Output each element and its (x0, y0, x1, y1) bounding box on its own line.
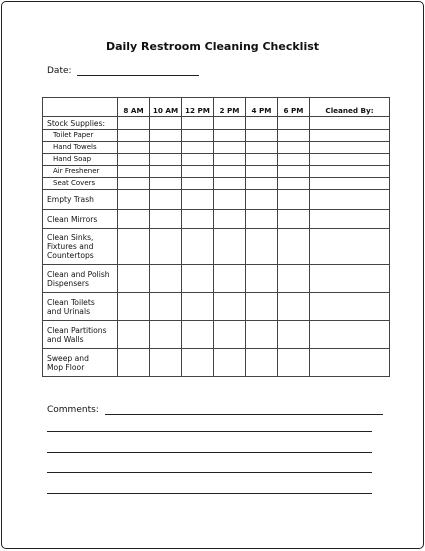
check-cell[interactable] (118, 321, 150, 349)
checklist-row (43, 130, 390, 142)
check-cell[interactable] (246, 265, 278, 293)
task-label: Sweep and Mop Floor (43, 349, 118, 377)
checklist-table (42, 97, 390, 377)
task-label: Air Freshener (43, 166, 118, 178)
check-cell[interactable] (150, 178, 182, 190)
check-cell[interactable] (150, 229, 182, 265)
check-cell[interactable] (246, 142, 278, 154)
task-label: Clean Toilets and Urinals (43, 293, 118, 321)
comment-line[interactable] (47, 431, 372, 432)
task-label: Empty Trash (43, 190, 118, 210)
check-cell[interactable] (246, 190, 278, 210)
check-cell[interactable] (246, 117, 278, 130)
cleaned-by-cell[interactable] (310, 190, 390, 210)
check-cell[interactable] (214, 293, 246, 321)
check-cell[interactable] (214, 178, 246, 190)
header-time-12pm: 12 PM (182, 98, 214, 117)
cleaned-by-cell[interactable] (310, 178, 390, 190)
cleaned-by-cell[interactable] (310, 130, 390, 142)
date-row (47, 66, 199, 76)
cleaned-by-cell[interactable] (310, 154, 390, 166)
check-cell[interactable] (182, 229, 214, 265)
check-cell[interactable] (246, 293, 278, 321)
check-cell[interactable] (118, 178, 150, 190)
check-cell[interactable] (150, 154, 182, 166)
check-cell[interactable] (150, 142, 182, 154)
check-cell[interactable] (150, 293, 182, 321)
task-label: Clean Sinks, Fixtures and Countertops (43, 229, 118, 265)
check-cell[interactable] (214, 142, 246, 154)
header-time-4pm: 4 PM (246, 98, 278, 117)
check-cell[interactable] (150, 117, 182, 130)
header-time-2pm: 2 PM (214, 98, 246, 117)
check-cell[interactable] (214, 229, 246, 265)
check-cell[interactable] (182, 130, 214, 142)
check-cell[interactable] (150, 321, 182, 349)
check-cell[interactable] (118, 166, 150, 178)
comment-line[interactable] (47, 452, 372, 453)
check-cell[interactable] (214, 166, 246, 178)
check-cell[interactable] (118, 210, 150, 229)
check-cell[interactable] (278, 265, 310, 293)
check-cell[interactable] (278, 154, 310, 166)
header-time-10am: 10 AM (150, 98, 182, 117)
cleaned-by-cell[interactable] (310, 321, 390, 349)
check-cell[interactable] (278, 190, 310, 210)
task-label: Hand Towels (43, 142, 118, 154)
check-cell[interactable] (278, 130, 310, 142)
check-cell[interactable] (214, 349, 246, 377)
check-cell[interactable] (278, 293, 310, 321)
check-cell[interactable] (278, 349, 310, 377)
check-cell[interactable] (246, 130, 278, 142)
checklist-row (43, 117, 390, 130)
check-cell[interactable] (182, 190, 214, 210)
check-cell[interactable] (150, 166, 182, 178)
check-cell[interactable] (150, 130, 182, 142)
check-cell[interactable] (150, 265, 182, 293)
check-cell[interactable] (246, 321, 278, 349)
check-cell[interactable] (214, 265, 246, 293)
check-cell[interactable] (278, 229, 310, 265)
comment-line[interactable] (47, 493, 372, 494)
check-cell[interactable] (246, 210, 278, 229)
check-cell[interactable] (118, 154, 150, 166)
task-label: Seat Covers (43, 178, 118, 190)
task-label: Clean Partitions and Walls (43, 321, 118, 349)
cleaned-by-cell[interactable] (310, 349, 390, 377)
check-cell[interactable] (118, 190, 150, 210)
checklist-row (43, 210, 390, 229)
header-row (43, 98, 390, 117)
check-cell[interactable] (214, 154, 246, 166)
task-label: Hand Soap (43, 154, 118, 166)
check-cell[interactable] (278, 178, 310, 190)
cleaned-by-cell[interactable] (310, 166, 390, 178)
check-cell[interactable] (246, 349, 278, 377)
comments-label: Comments: (47, 405, 99, 415)
check-cell[interactable] (278, 321, 310, 349)
check-cell[interactable] (182, 210, 214, 229)
check-cell[interactable] (214, 210, 246, 229)
checklist-row (43, 154, 390, 166)
check-cell[interactable] (182, 321, 214, 349)
check-cell[interactable] (118, 130, 150, 142)
check-cell[interactable] (118, 117, 150, 130)
check-cell[interactable] (246, 154, 278, 166)
check-cell[interactable] (214, 130, 246, 142)
cleaned-by-cell[interactable] (310, 210, 390, 229)
checklist-row (43, 265, 390, 293)
task-label: Clean Mirrors (43, 210, 118, 229)
check-cell[interactable] (182, 154, 214, 166)
check-cell[interactable] (182, 349, 214, 377)
checklist-row (43, 293, 390, 321)
check-cell[interactable] (214, 321, 246, 349)
check-cell[interactable] (246, 178, 278, 190)
check-cell[interactable] (118, 229, 150, 265)
check-cell[interactable] (278, 117, 310, 130)
check-cell[interactable] (182, 166, 214, 178)
comments-field[interactable] (105, 405, 383, 415)
check-cell[interactable] (246, 229, 278, 265)
comments-row (47, 405, 383, 415)
checklist-row (43, 142, 390, 154)
cleaned-by-cell[interactable] (310, 229, 390, 265)
checklist-row (43, 178, 390, 190)
task-label: Stock Supplies: (43, 117, 118, 130)
check-cell[interactable] (182, 178, 214, 190)
checklist-body (43, 117, 390, 377)
page-title: Daily Restroom Cleaning Checklist (105, 40, 320, 53)
checklist-row (43, 321, 390, 349)
date-field[interactable] (77, 66, 199, 76)
header-time-8am: 8 AM (118, 98, 150, 117)
check-cell[interactable] (118, 142, 150, 154)
check-cell[interactable] (214, 117, 246, 130)
cleaned-by-cell[interactable] (310, 293, 390, 321)
check-cell[interactable] (278, 142, 310, 154)
check-cell[interactable] (182, 265, 214, 293)
check-cell[interactable] (150, 349, 182, 377)
check-cell[interactable] (246, 166, 278, 178)
checklist-page (1, 1, 424, 549)
check-cell[interactable] (182, 117, 214, 130)
check-cell[interactable] (118, 265, 150, 293)
check-cell[interactable] (118, 349, 150, 377)
check-cell[interactable] (182, 293, 214, 321)
check-cell[interactable] (278, 210, 310, 229)
checklist-row (43, 190, 390, 210)
task-label: Toilet Paper (43, 130, 118, 142)
comment-line[interactable] (47, 472, 372, 473)
date-label: Date: (47, 66, 72, 76)
checklist-row (43, 166, 390, 178)
cleaned-by-cell[interactable] (310, 265, 390, 293)
check-cell[interactable] (118, 293, 150, 321)
check-cell[interactable] (278, 166, 310, 178)
header-time-6pm: 6 PM (278, 98, 310, 117)
check-cell[interactable] (182, 142, 214, 154)
check-cell[interactable] (150, 210, 182, 229)
header-cleaned-by: Cleaned By: (310, 98, 390, 117)
checklist-row (43, 229, 390, 265)
check-cell[interactable] (214, 190, 246, 210)
check-cell[interactable] (150, 190, 182, 210)
header-task-cell (43, 98, 118, 117)
cleaned-by-cell[interactable] (310, 142, 390, 154)
cleaned-by-cell[interactable] (310, 117, 390, 130)
checklist-row (43, 349, 390, 377)
task-label: Clean and Polish Dispensers (43, 265, 118, 293)
